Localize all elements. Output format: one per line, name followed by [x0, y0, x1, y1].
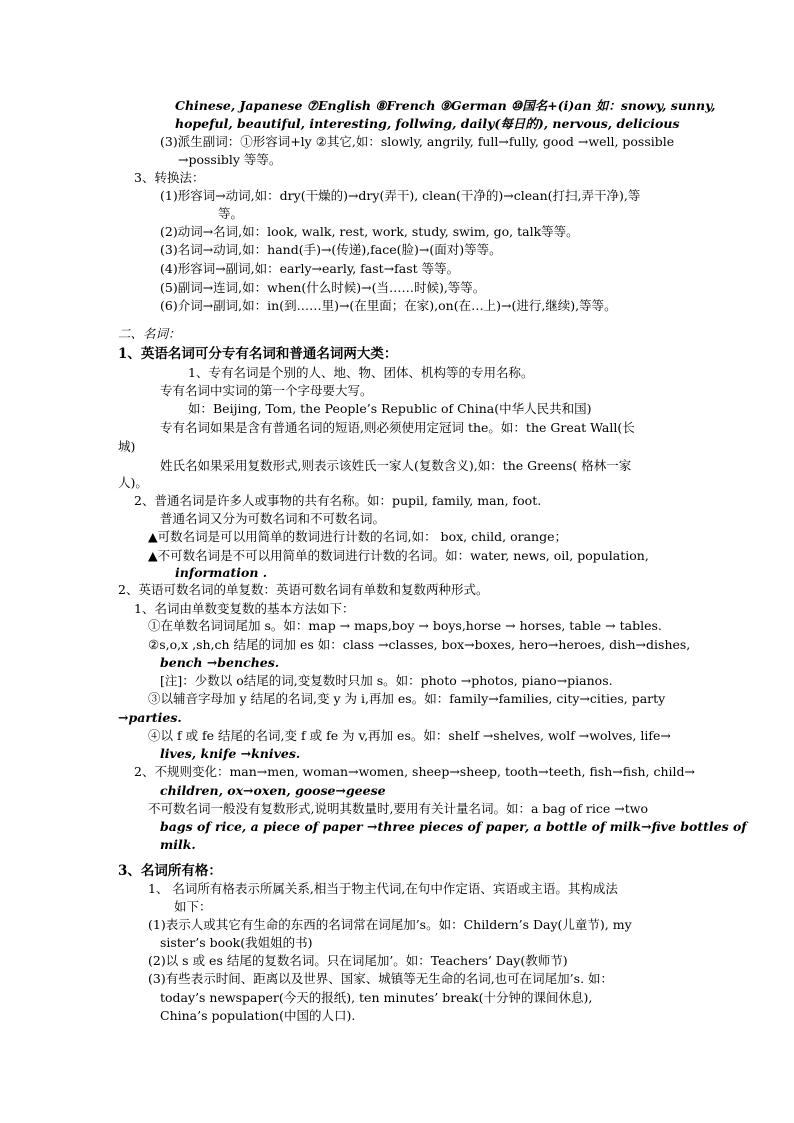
text-line: (4)形容词→副词,如：early→early, fast→fast 等等。 — [160, 261, 460, 276]
text-line: milk. — [160, 837, 196, 852]
text-line: 等。 — [218, 206, 244, 221]
text-line: →possibly 等等。 — [178, 152, 282, 167]
text-line: 不可数名词一般没有复数形式,说明其数量时,要用有关计量名词。如：a bag of rice →two — [148, 801, 648, 816]
heading: 3、名词所有格： — [118, 863, 222, 879]
text-line: 如：Beijing, Tom, the People’s Republic of China(中华人民共和国) — [188, 401, 592, 416]
text-line: (1)形容词→动词,如：dry(干燥的)→dry(弄干), clean(干净的)→clean(打扫,弄干净),等 — [160, 188, 641, 203]
text-line: China’s population(中国的人口). — [160, 1008, 356, 1023]
text-line: (6)介词→副词,如：in(到……里)→(在里面；在家),on(在…上)→(进行,继续),等等。 — [160, 298, 617, 313]
text-line: (2)动词→名词,如：look, walk, rest, work, study, swim, go, talk等等。 — [160, 224, 579, 239]
text-line: 姓氏名如果采用复数形式,则表示该姓氏一家人(复数含义),如：the Greens( 格林一家 — [160, 458, 632, 473]
text-line: (2)以 s 或 es 结尾的复数名词。只在词尾加’。如：Teachers’ Day(教师节) — [148, 953, 568, 968]
text-line: ④以 f 或 fe 结尾的名词,变 f 或 fe 为 v,再加 es。如：shelf →shelves, wolf →wolves, life→ — [148, 728, 671, 743]
text-line: ▲可数名词是可以用简单的数词进行计数的名词,如： box, child, orange； — [148, 529, 567, 544]
text-line: sister’s book(我姐姐的书) — [160, 935, 313, 950]
text-line: today’s newspaper(今天的报纸), ten minutes’ break(十分钟的课间休息), — [160, 990, 593, 1005]
text-line: 2、普通名词是许多人或事物的共有名称。如：pupil, family, man, foot. — [134, 493, 542, 508]
text-line: 如下： — [174, 899, 212, 914]
text-line: (3)有些表示时间、距离以及世界、国家、城镇等无生命的名词,也可在词尾加’s. 如： — [148, 971, 614, 986]
text-line: ③以辅音字母加 y 结尾的名词,变 y 为 i,再加 es。如：family→families, city→cities, party — [148, 691, 666, 706]
text-line: 普通名词又分为可数名词和不可数名词。 — [160, 511, 386, 526]
text-line: bench →benches. — [160, 655, 280, 670]
text-line: (3)名词→动词,如：hand(手)→(传递),face(脸)→(面对)等等。 — [160, 242, 502, 257]
text-line: →parties. — [118, 710, 182, 725]
text-line: 城) — [118, 439, 136, 454]
text-line: 专有名词中实词的第一个字母要大写。 — [160, 383, 373, 398]
text-line: 1、专有名词是个别的人、地、物、团体、机构等的专用名称。 — [188, 365, 534, 380]
text-line: hopeful, beautiful, interesting, follwing, daily(每日的), nervous, delicious — [175, 116, 680, 131]
text-line: 3、转换法： — [134, 170, 205, 185]
heading: 1、英语名词可分专有名词和普通名词两大类： — [118, 346, 398, 362]
text-line: (5)副词→连词,如：when(什么时候)→(当……时候),等等。 — [160, 280, 486, 295]
text-line: 人)。 — [118, 475, 148, 490]
text-line: ①在单数名词词尾加 s。如：map → maps,boy → boys,horse → horses, table → tables. — [148, 618, 662, 633]
text-line: Chinese, Japanese ⑦English ⑧French ⑨German ⑩国名+(i)an 如：snowy, sunny, — [175, 98, 716, 113]
text-line: ▲不可数名词是不可以用简单的数词进行计数的名词。如：water, news, oil, population, — [148, 548, 649, 563]
text-line: lives, knife →knives. — [160, 746, 301, 761]
text-line: [注]：少数以 o结尾的词,变复数时只加 s。如：photo →photos, piano→pianos. — [160, 673, 613, 688]
text-line: ②s,o,x ,sh,ch 结尾的词加 es 如：class →classes, box→boxes, hero→heroes, dish→dishes, — [148, 637, 691, 652]
text-line: (3)派生副词：①形容词+ly ②其它,如：slowly, angrily, full→fully, good →well, possible — [160, 134, 675, 149]
text-line: information . — [175, 565, 268, 580]
text-line: children, ox→oxen, goose→geese — [160, 783, 386, 798]
text-line: 1、名词由单数变复数的基本方法如下： — [134, 601, 355, 616]
text-line: bags of rice, a piece of paper →three pieces of paper, a bottle of milk→five bottles of — [160, 819, 747, 834]
section-heading: 二、名词： — [118, 326, 181, 341]
text-line: 2、不规则变化：man→men, woman→women, sheep→sheep, tooth→teeth, fish→fish, child→ — [134, 764, 696, 779]
text-line: 1、 名词所有格表示所属关系,相当于物主代词,在句中作定语、宾语或主语。其构成法 — [148, 881, 618, 896]
text-line: (1)表示人或其它有生命的东西的名词常在词尾加’s。如：Childern’s Day(儿童节), my — [148, 917, 632, 932]
text-line: 专有名词如果是含有普通名词的短语,则必须使用定冠词 the。如：the Great Wall(长 — [160, 420, 635, 435]
heading: 2、英语可数名词的单复数：英语可数名词有单数和复数两种形式。 — [118, 582, 489, 597]
